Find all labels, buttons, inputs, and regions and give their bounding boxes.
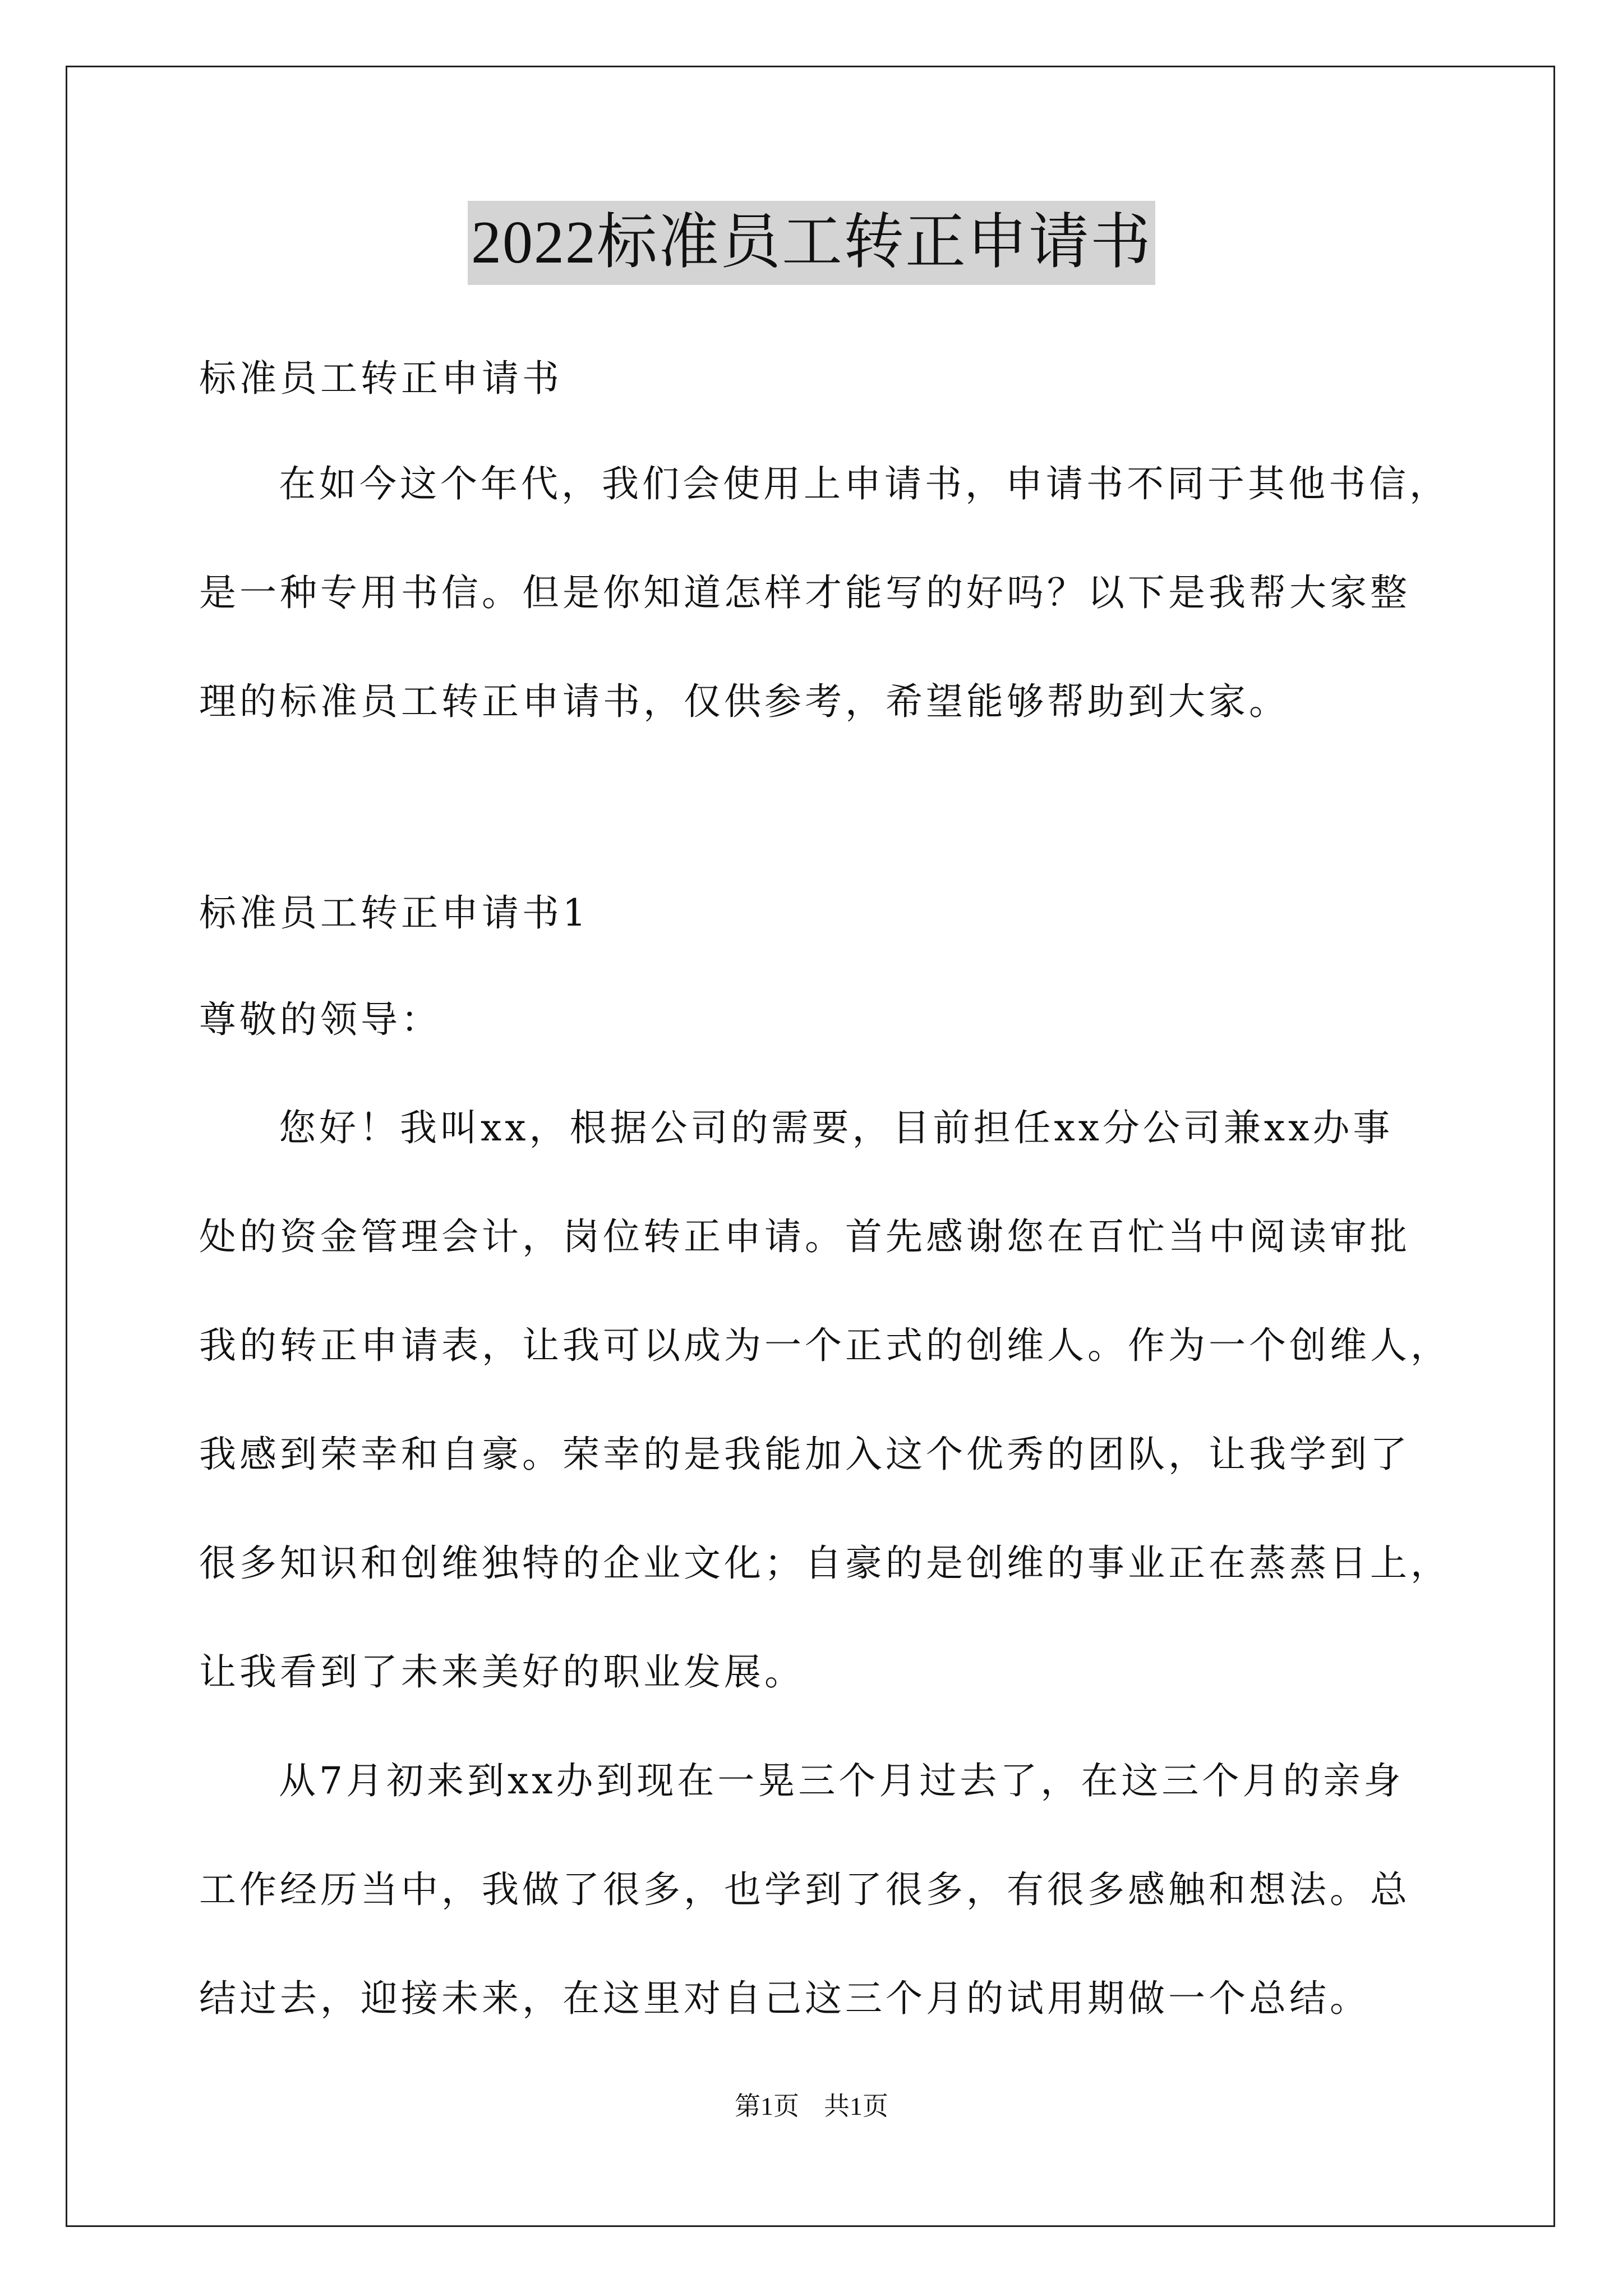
intro-line-3: 理的标准员工转正申请书，仅供参考，希望能够帮助到大家。 xyxy=(199,680,1289,723)
para2-line-1: 从7月初来到xx办到现在一晃三个月过去了，在这三个月的亲身 xyxy=(279,1759,1404,1802)
intro-line-1: 在如今这个年代，我们会使用上申请书，申请书不同于其他书信， xyxy=(279,462,1450,505)
para1-line-4: 我感到荣幸和自豪。荣幸的是我能加入这个优秀的团队，让我学到了 xyxy=(199,1433,1410,1476)
para1-line-3: 我的转正申请表，让我可以成为一个正式的创维人。作为一个创维人， xyxy=(199,1324,1451,1367)
salutation: 尊敬的领导： xyxy=(199,998,441,1041)
document-title: 2022标准员工转正申请书 xyxy=(468,201,1155,285)
title-container xyxy=(0,201,1623,285)
para1-line-2: 处的资金管理会计，岗位转正申请。首先感谢您在百忙当中阅读审批 xyxy=(199,1215,1410,1258)
page-number-total: 共1页 xyxy=(824,2092,888,2120)
para2-line-3: 结过去，迎接未来，在这里对自己这三个月的试用期做一个总结。 xyxy=(199,1977,1370,2020)
para1-line-1: 您好！我叫xx，根据公司的需要，目前担任xx分公司兼xx办事 xyxy=(279,1106,1394,1149)
section-heading: 标准员工转正申请书1 xyxy=(199,891,589,935)
para1-line-6: 让我看到了未来美好的职业发展。 xyxy=(199,1650,805,1694)
intro-line-2: 是一种专用书信。但是你知道怎样才能写的好吗？以下是我帮大家整 xyxy=(199,571,1410,614)
para1-line-5: 很多知识和创维独特的企业文化；自豪的是创维的事业正在蒸蒸日上， xyxy=(199,1542,1451,1585)
page-footer xyxy=(0,2086,1623,2123)
page-number-current: 第1页 xyxy=(735,2092,799,2120)
subtitle: 标准员工转正申请书 xyxy=(199,357,562,400)
para2-line-2: 工作经历当中，我做了很多，也学到了很多，有很多感触和想法。总 xyxy=(199,1868,1410,1911)
